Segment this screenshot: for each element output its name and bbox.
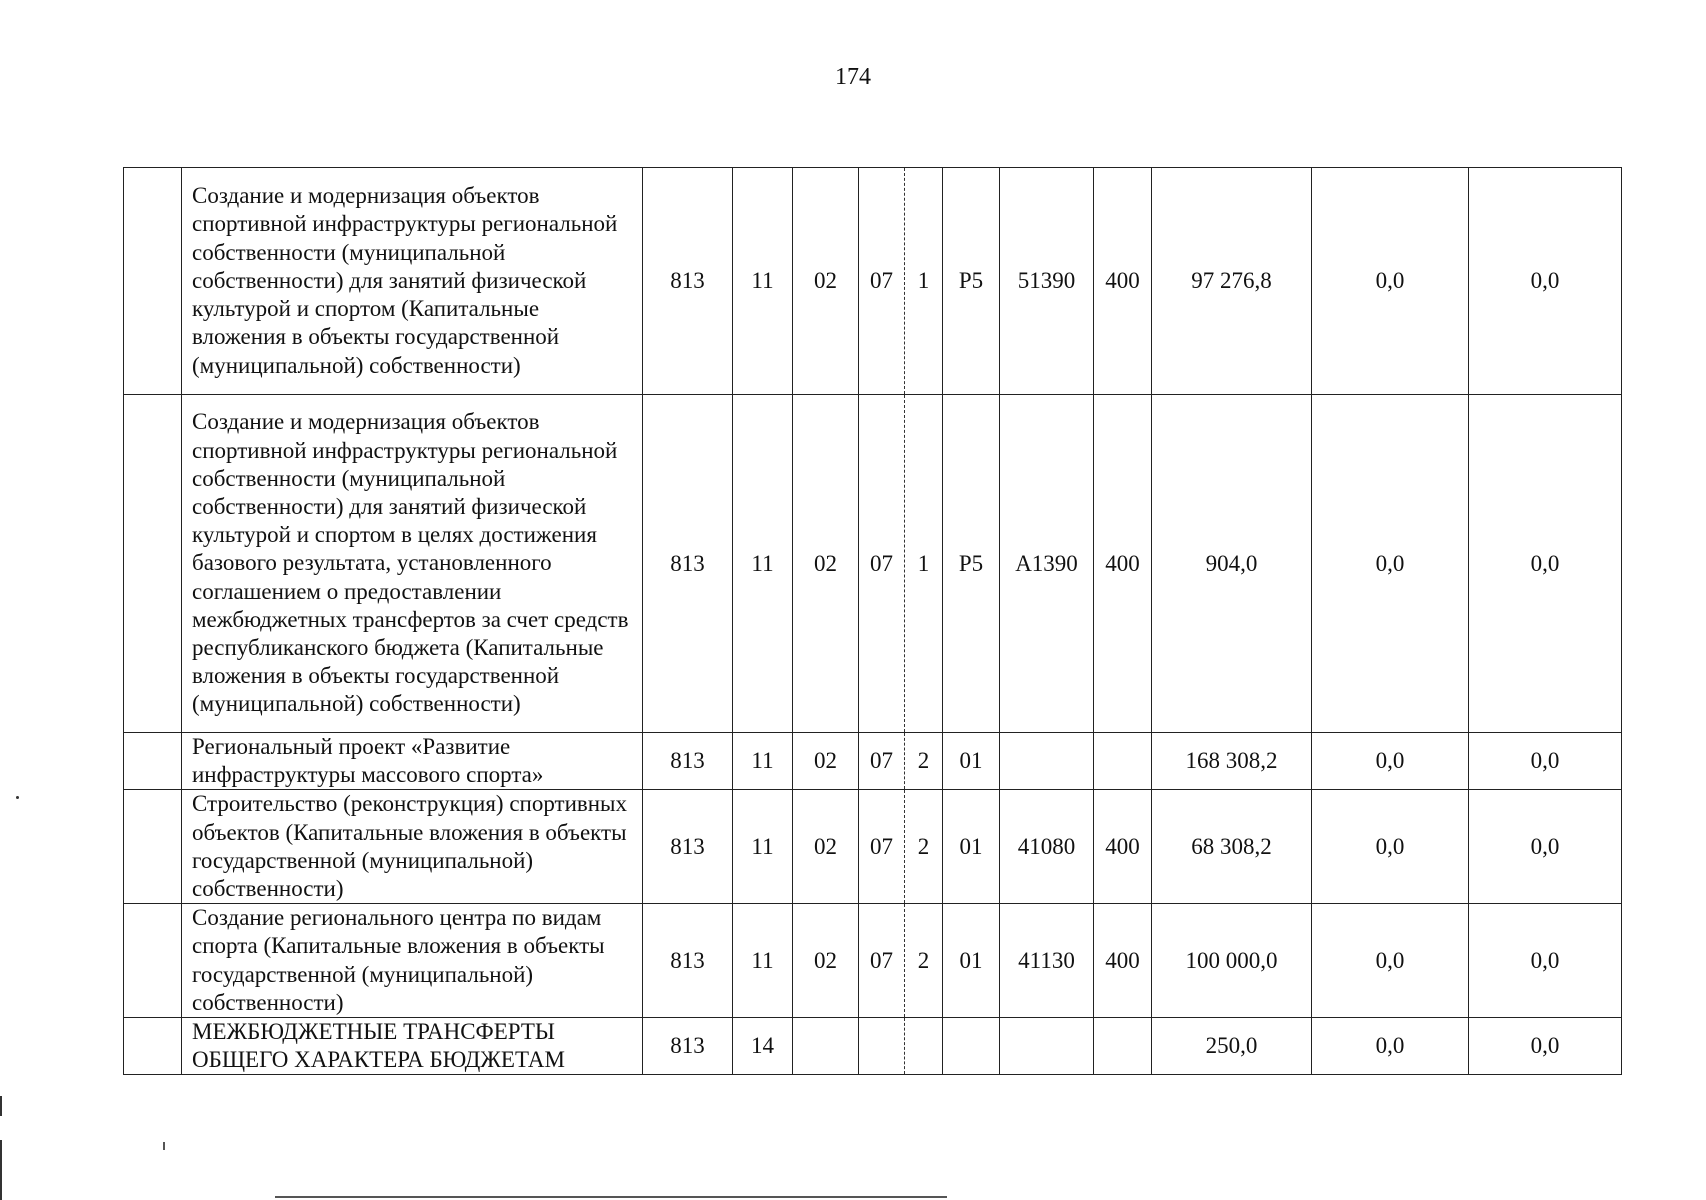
- amount-2-cell: 0,0: [1312, 168, 1469, 395]
- amount-1-cell: 68 308,2: [1152, 790, 1312, 904]
- subsection-code-cell: 02: [793, 904, 859, 1018]
- direction-code-cell: [1000, 733, 1094, 790]
- amount-2-cell: 0,0: [1312, 1018, 1469, 1075]
- row-number-cell: [124, 904, 182, 1018]
- ministry-code-cell: 813: [643, 168, 733, 395]
- project-code-cell: [943, 1018, 1000, 1075]
- row-number-cell: [124, 790, 182, 904]
- expense-type-cell: 400: [1094, 904, 1152, 1018]
- amount-1-cell: 100 000,0: [1152, 904, 1312, 1018]
- subsection-code-cell: 02: [793, 395, 859, 733]
- amount-3-cell: 0,0: [1469, 168, 1622, 395]
- program-code-cell: 07: [859, 790, 905, 904]
- table-body: [124, 168, 1622, 1075]
- amount-2-cell: 0,0: [1312, 904, 1469, 1018]
- scan-artifact-dot: [16, 796, 19, 799]
- amount-2-cell: 0,0: [1312, 395, 1469, 733]
- amount-1-cell: 250,0: [1152, 1018, 1312, 1075]
- scan-artifact-mark: [163, 1142, 165, 1150]
- subprogram-code-cell: 1: [905, 168, 943, 395]
- amount-2-cell: 0,0: [1312, 733, 1469, 790]
- description-cell: МЕЖБЮДЖЕТНЫЕ ТРАНСФЕРТЫ ОБЩЕГО ХАРАКТЕРА БЮДЖЕТАМ: [182, 1018, 643, 1075]
- subprogram-code-cell: 2: [905, 790, 943, 904]
- amount-3-cell: 0,0: [1469, 904, 1622, 1018]
- page-number: 174: [835, 64, 871, 90]
- ministry-code-cell: 813: [643, 395, 733, 733]
- program-code-cell: 07: [859, 168, 905, 395]
- direction-code-cell: 41080: [1000, 790, 1094, 904]
- section-code-cell: 14: [733, 1018, 793, 1075]
- amount-3-cell: 0,0: [1469, 1018, 1622, 1075]
- subsection-code-cell: [793, 1018, 859, 1075]
- table-row: [124, 1018, 1622, 1075]
- section-code-cell: 11: [733, 790, 793, 904]
- program-code-cell: 07: [859, 733, 905, 790]
- description-cell: Создание регионального центра по видам спорта (Капитальные вложения в объекты государственной (муниципальной) собственности): [182, 904, 643, 1018]
- amount-3-cell: 0,0: [1469, 790, 1622, 904]
- description-cell: Создание и модернизация объектов спортивной инфраструктуры региональной собственности (муниципальной собственности) для занятий физической культурой и спортом (Капитальные вложения в объекты государственной (муниципальной) собственности): [182, 168, 643, 395]
- direction-code-cell: [1000, 1018, 1094, 1075]
- subprogram-code-cell: [905, 1018, 943, 1075]
- amount-1-cell: 97 276,8: [1152, 168, 1312, 395]
- description-cell: Региональный проект «Развитие инфраструктуры массового спорта»: [182, 733, 643, 790]
- expense-type-cell: [1094, 733, 1152, 790]
- expense-type-cell: 400: [1094, 790, 1152, 904]
- amount-3-cell: 0,0: [1469, 395, 1622, 733]
- ministry-code-cell: 813: [643, 790, 733, 904]
- program-code-cell: [859, 1018, 905, 1075]
- subsection-code-cell: 02: [793, 790, 859, 904]
- subprogram-code-cell: 2: [905, 904, 943, 1018]
- subprogram-code-cell: 1: [905, 395, 943, 733]
- section-code-cell: 11: [733, 733, 793, 790]
- scan-artifact-line: [275, 1196, 947, 1198]
- amount-2-cell: 0,0: [1312, 790, 1469, 904]
- scan-artifact-mark: [0, 1096, 2, 1116]
- budget-table: [123, 167, 1622, 1075]
- section-code-cell: 11: [733, 395, 793, 733]
- program-code-cell: 07: [859, 904, 905, 1018]
- amount-3-cell: 0,0: [1469, 733, 1622, 790]
- table-row: [124, 395, 1622, 733]
- program-code-cell: 07: [859, 395, 905, 733]
- project-code-cell: 01: [943, 904, 1000, 1018]
- amount-1-cell: 904,0: [1152, 395, 1312, 733]
- project-code-cell: P5: [943, 168, 1000, 395]
- description-cell: Создание и модернизация объектов спортивной инфраструктуры региональной собственности (муниципальной собственности) для занятий физической культурой и спортом в целях достижения базового результата, установленного соглашением о предоставлении межбюджетных трансфертов за счет средств республиканского бюджета (Капитальные вложения в объекты государственной (муниципальной) собственности): [182, 395, 643, 733]
- direction-code-cell: A1390: [1000, 395, 1094, 733]
- ministry-code-cell: 813: [643, 904, 733, 1018]
- row-number-cell: [124, 733, 182, 790]
- table-row: [124, 733, 1622, 790]
- expense-type-cell: 400: [1094, 395, 1152, 733]
- description-cell: Строительство (реконструкция) спортивных объектов (Капитальные вложения в объекты государственной (муниципальной) собственности): [182, 790, 643, 904]
- direction-code-cell: 51390: [1000, 168, 1094, 395]
- row-number-cell: [124, 1018, 182, 1075]
- direction-code-cell: 41130: [1000, 904, 1094, 1018]
- expense-type-cell: [1094, 1018, 1152, 1075]
- amount-1-cell: 168 308,2: [1152, 733, 1312, 790]
- table-row: [124, 904, 1622, 1018]
- row-number-cell: [124, 395, 182, 733]
- subsection-code-cell: 02: [793, 168, 859, 395]
- row-number-cell: [124, 168, 182, 395]
- project-code-cell: P5: [943, 395, 1000, 733]
- subsection-code-cell: 02: [793, 733, 859, 790]
- ministry-code-cell: 813: [643, 1018, 733, 1075]
- project-code-cell: 01: [943, 733, 1000, 790]
- section-code-cell: 11: [733, 168, 793, 395]
- project-code-cell: 01: [943, 790, 1000, 904]
- expense-type-cell: 400: [1094, 168, 1152, 395]
- subprogram-code-cell: 2: [905, 733, 943, 790]
- table-row: [124, 790, 1622, 904]
- table-row: [124, 168, 1622, 395]
- section-code-cell: 11: [733, 904, 793, 1018]
- scan-artifact-mark: [0, 1140, 2, 1200]
- ministry-code-cell: 813: [643, 733, 733, 790]
